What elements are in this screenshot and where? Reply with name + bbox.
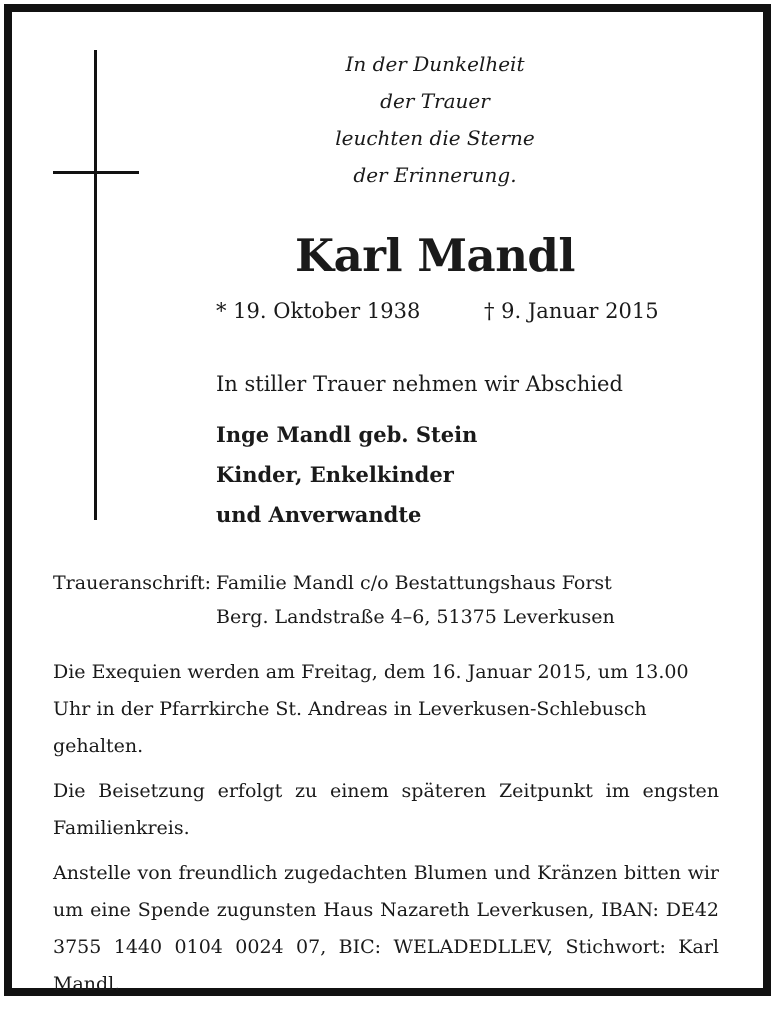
poem-line: der Trauer <box>380 89 490 113</box>
paragraph-exequien: Die Exequien werden am Freitag, dem 16. Januar 2015, um 13.00 Uhr in der Pfarrkirche St. Andreas in Leverkusen-Schlebusch gehalten. <box>53 661 689 757</box>
poem-line: der Erinnerung. <box>353 163 517 187</box>
notice-body <box>53 654 719 1011</box>
mourner-name: Inge Mandl geb. Stein <box>216 422 478 447</box>
birth-date: * 19. Oktober 1938 <box>216 299 421 323</box>
address-line-1 <box>53 566 615 600</box>
cross-icon-vertical-bar <box>94 50 97 520</box>
cross-icon-horizontal-bar <box>53 171 139 174</box>
address-label: Traueranschrift: <box>53 572 212 594</box>
mourning-address <box>53 566 615 634</box>
address-line-1-text: Familie Mandl c/o Bestattungshaus Forst <box>216 572 612 594</box>
paragraph-spende: Anstelle von freundlich zugedachten Blumen und Kränzen bitten wir um eine Spende zugunsten Haus Nazareth Leverkusen, IBAN: DE42 3755 1440 0104 0024 07, BIC: WELADEDLLEV, Stichwort: Karl Mandl. <box>53 862 719 995</box>
deceased-name: Karl Mandl <box>295 229 575 282</box>
poem-line: leuchten die Sterne <box>335 126 535 150</box>
mourners-list <box>216 415 477 535</box>
poem <box>235 46 635 194</box>
poem-line: In der Dunkelheit <box>345 52 525 76</box>
mourner-name: Kinder, Enkelkinder <box>216 462 454 487</box>
paragraph-beisetzung: Die Beisetzung erfolgt zu einem späteren Zeitpunkt im engsten Familienkreis. <box>53 780 719 839</box>
mourner-name: und Anverwandte <box>216 502 422 527</box>
death-date: † 9. Januar 2015 <box>484 299 659 323</box>
address-line-2: Berg. Landstraße 4–6, 51375 Leverkusen <box>216 606 615 628</box>
mourning-intro: In stiller Trauer nehmen wir Abschied <box>216 372 623 396</box>
